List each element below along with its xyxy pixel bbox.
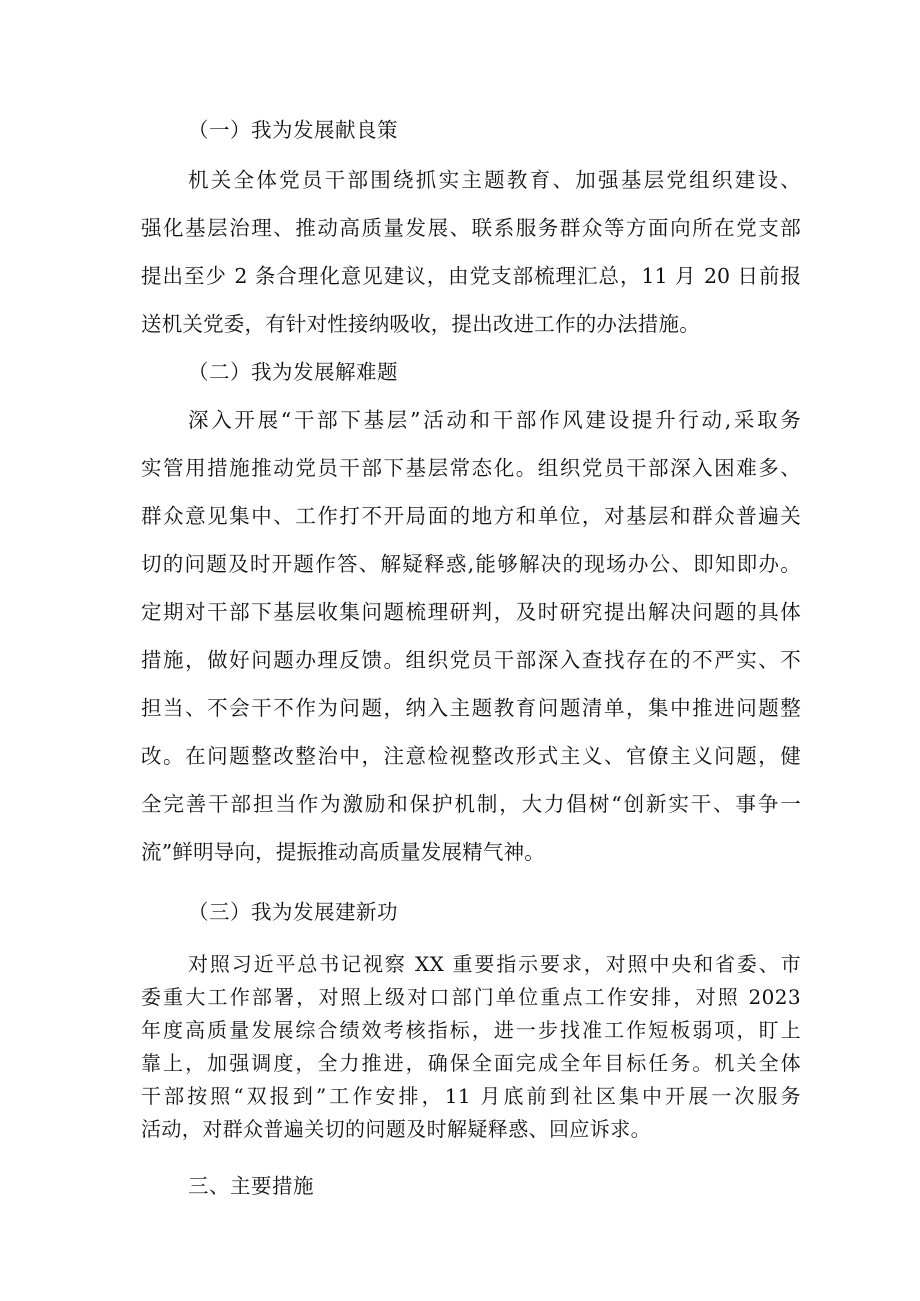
paragraph-line: 担当、不会干不作为问题，纳入主题教育问题清单，集中推进问题整 — [141, 696, 801, 720]
paragraph-line: 送机关党委，有针对性接纳吸收，提出改进工作的办法措施。 — [141, 312, 700, 336]
paragraph-line: 切的问题及时开题作答、解疑释惑,能够解决的现场办公、即知即办。 — [141, 552, 801, 576]
section-heading-4: 三、主要措施 — [188, 1174, 314, 1198]
paragraph-line: 群众意见集中、工作打不开局面的地方和单位，对基层和群众普遍关 — [141, 504, 801, 528]
paragraph-line: 委重大工作部署，对照上级对口部门单位重点工作安排，对照 2023 — [141, 985, 801, 1009]
paragraph-line: 定期对干部下基层收集问题梳理研判，及时研究提出解决问题的具体 — [141, 600, 801, 624]
paragraph-line: 干部按照“双报到”工作安排，11 月底前到社区集中开展一次服务 — [141, 1084, 801, 1108]
paragraph-line: 活动，对群众普遍关切的问题及时解疑释惑、回应诉求。 — [141, 1117, 651, 1141]
paragraph-line: 改。在问题整改整治中，注意检视整改形式主义、官僚主义问题，健 — [141, 744, 801, 768]
section-heading-1: （一）我为发展献良策 — [188, 118, 398, 142]
paragraph-line: 流”鲜明导向，提振推动高质量发展精气神。 — [141, 840, 545, 864]
paragraph-line: 措施，做好问题办理反馈。组织党员干部深入查找存在的不严实、不 — [141, 648, 801, 672]
paragraph-line: 年度高质量发展综合绩效考核指标，进一步找准工作短板弱项，盯上 — [141, 1018, 801, 1042]
paragraph-line: 机关全体党员干部围绕抓实主题教育、加强基层党组织建设、 — [188, 168, 801, 192]
paragraph-line: 提出至少 2 条合理化意见建议，由党支部梳理汇总，11 月 20 日前报 — [141, 264, 801, 288]
paragraph-line: 深入开展“干部下基层”活动和干部作风建设提升行动,采取务 — [188, 408, 801, 432]
paragraph-line: 对照习近平总书记视察 XX 重要指示要求，对照中央和省委、市 — [188, 952, 801, 976]
paragraph-line: 全完善干部担当作为激励和保护机制，大力倡树“创新实干、事争一 — [141, 792, 801, 816]
paragraph-line: 强化基层治理、推动高质量发展、联系服务群众等方面向所在党支部 — [141, 216, 801, 240]
section-heading-2: （二）我为发展解难题 — [188, 360, 398, 384]
paragraph-line: 靠上，加强调度，全力推进，确保全面完成全年目标任务。机关全体 — [141, 1051, 801, 1075]
paragraph-line: 实管用措施推动党员干部下基层常态化。组织党员干部深入困难多、 — [141, 456, 801, 480]
section-heading-3: （三）我为发展建新功 — [188, 900, 398, 924]
